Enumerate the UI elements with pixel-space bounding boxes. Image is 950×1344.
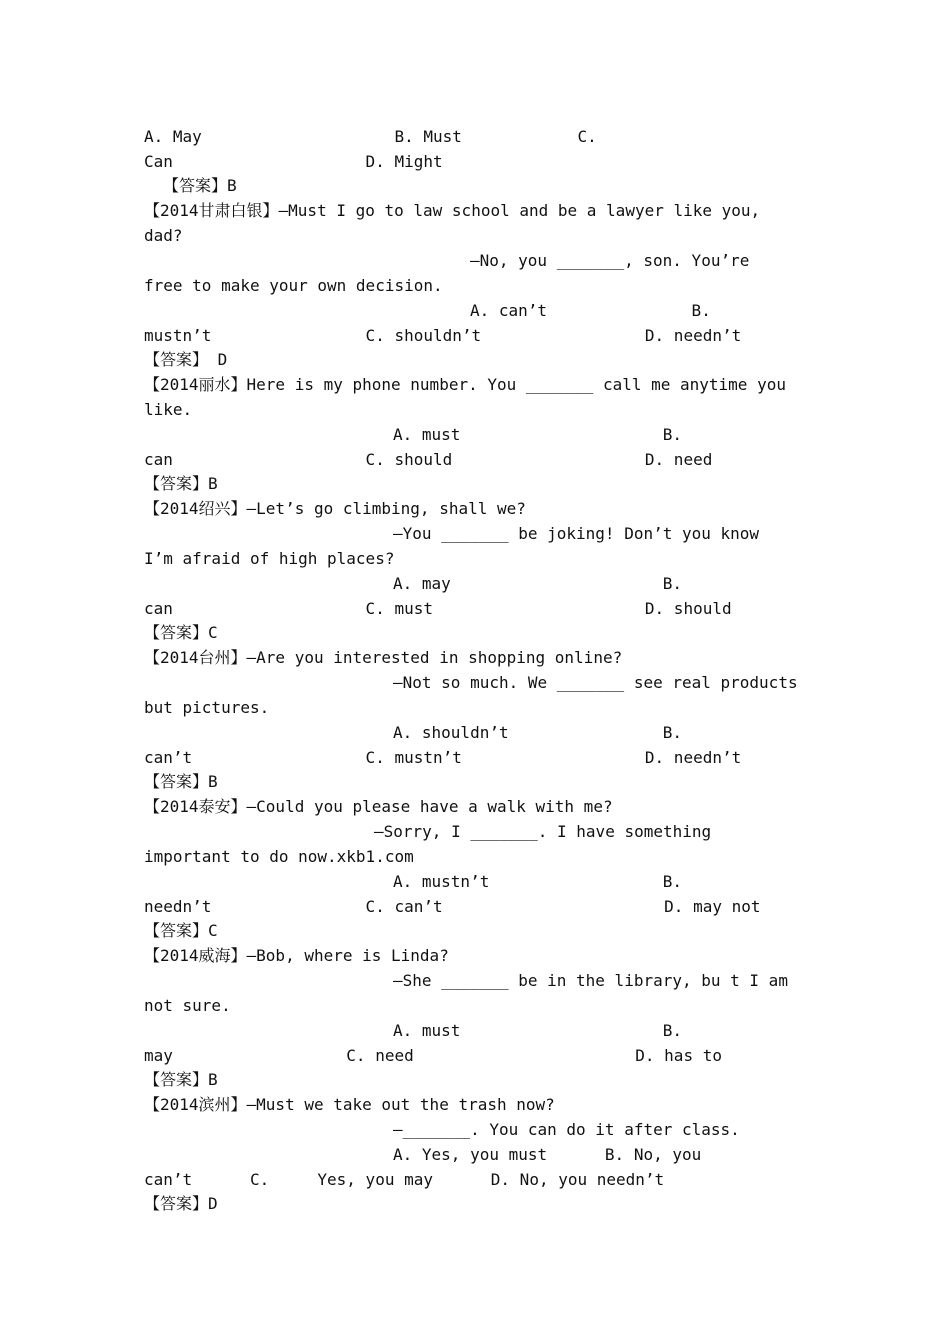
text-line: 【答案】B — [144, 474, 218, 493]
text-line: A. must B. — [393, 425, 682, 444]
text-line: —Sorry, I _______. I have something — [374, 822, 712, 841]
text-line: I’m afraid of high places? — [144, 549, 395, 568]
text-line: 【答案】B — [144, 772, 218, 791]
text-line: —You _______ be joking! Don’t you know — [393, 524, 760, 543]
text-line: mustn’t C. shouldn’t D. needn’t — [144, 326, 742, 345]
text-line: but pictures. — [144, 698, 270, 717]
text-line: —No, you _______, son. You’re — [470, 251, 750, 270]
text-line: A. must B. — [393, 1021, 682, 1040]
text-line: Can D. Might — [144, 152, 443, 171]
text-line: 【2014滨州】—Must we take out the trash now? — [144, 1095, 555, 1114]
text-line: 【答案】B — [144, 1070, 218, 1089]
text-line: like. — [144, 400, 193, 419]
text-line: A. can’t B. — [470, 301, 711, 320]
text-line: A. Yes, you must B. No, you — [393, 1145, 702, 1164]
text-line: —She _______ be in the library, bu t I am — [393, 971, 788, 990]
text-line: important to do now.xkb1.com — [144, 847, 414, 866]
text-line: 【2014台州】—Are you interested in shopping online? — [144, 648, 623, 667]
text-line: A. May B. Must C. — [144, 127, 597, 146]
text-line: —_______. You can do it after class. — [393, 1120, 740, 1139]
text-line: may C. need D. has to — [144, 1046, 722, 1065]
text-line: can’t C. mustn’t D. needn’t — [144, 748, 742, 767]
text-line: 【答案】 D — [144, 350, 228, 369]
text-line: can’t C. Yes, you may D. No, you needn’t — [144, 1170, 665, 1189]
text-line: 【2014威海】—Bob, where is Linda? — [144, 946, 449, 965]
text-line: 【答案】C — [144, 623, 218, 642]
text-line: 【答案】C — [144, 921, 218, 940]
text-line: dad? — [144, 226, 183, 245]
text-line: can C. must D. should — [144, 599, 732, 618]
text-line: 【2014绍兴】—Let’s go climbing, shall we? — [144, 499, 526, 518]
text-line: 【2014甘肃白银】—Must I go to law school and be a lawyer like you, — [144, 201, 761, 220]
text-line: not sure. — [144, 996, 231, 1015]
text-line: A. mustn’t B. — [393, 872, 682, 891]
text-line: needn’t C. can’t D. may not — [144, 897, 761, 916]
text-line: 【2014丽水】Here is my phone number. You _______ call me anytime you — [144, 375, 786, 394]
text-line: —Not so much. We _______ see real products — [393, 673, 798, 692]
text-line: A. shouldn’t B. — [393, 723, 682, 742]
text-line: free to make your own decision. — [144, 276, 443, 295]
text-line: 【答案】B — [163, 176, 237, 195]
text-line: can C. should D. need — [144, 450, 713, 469]
text-line: A. may B. — [393, 574, 682, 593]
text-line: 【答案】D — [144, 1194, 218, 1213]
text-line: 【2014泰安】—Could you please have a walk with me? — [144, 797, 613, 816]
